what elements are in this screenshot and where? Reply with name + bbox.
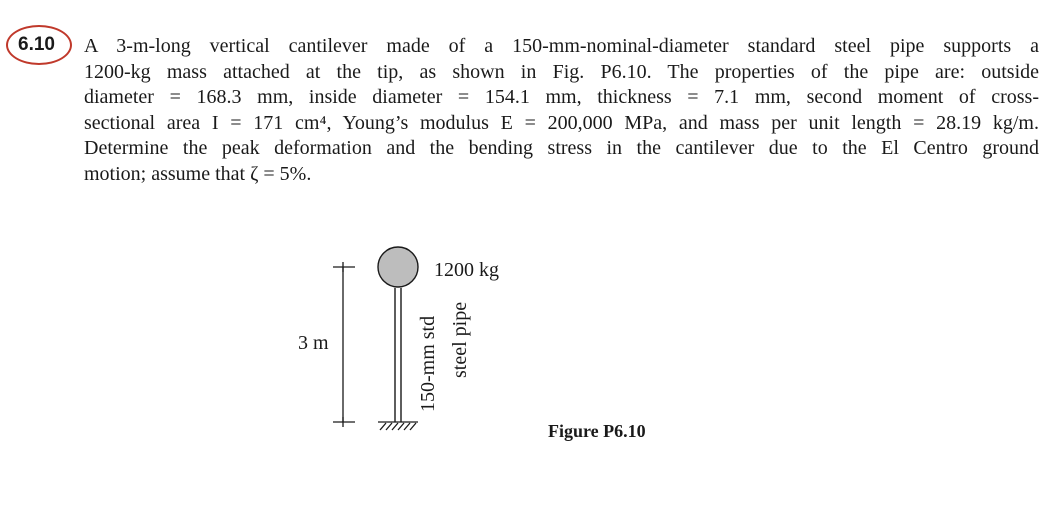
problem-line-4: sectional area I = 171 cm⁴, Young’s modulus E = 200,000 MPa, and mass per unit length = 28.19 kg/m. <box>84 111 1039 134</box>
fixed-support <box>378 422 418 430</box>
steel-pipe <box>395 288 401 422</box>
problem-line-3: diameter = 168.3 mm, inside diameter = 154.1 mm, thickness = 7.1 mm, second moment of cross- <box>84 86 1039 108</box>
figure-caption: Figure P6.10 <box>548 421 646 441</box>
problem-line-2: 1200-kg mass attached at the tip, as shown in Fig. P6.10. The properties of the pipe are: outside <box>84 60 1039 83</box>
problem-line-6: motion; assume that ζ = 5%. <box>84 162 312 185</box>
figure-p6-10 <box>0 210 1054 519</box>
pipe-label-line-1: 150-mm std <box>417 315 439 412</box>
problem-statement <box>0 0 1054 210</box>
height-label: 3 m <box>298 332 329 354</box>
mass-circle <box>378 247 418 287</box>
problem-number: 6.10 <box>18 34 55 55</box>
height-dimension <box>333 262 355 427</box>
problem-line-1: A 3-m-long vertical cantilever made of a 150-mm-nominal-diameter standard steel pipe supports a <box>84 35 1039 57</box>
pipe-label-line-2: steel pipe <box>449 301 471 378</box>
cantilever-diagram <box>0 210 1054 519</box>
problem-body <box>84 34 1039 187</box>
mass-label: 1200 kg <box>434 259 499 281</box>
problem-line-5: Determine the peak deformation and the bending stress in the cantilever due to the El Centro ground <box>84 137 1039 159</box>
